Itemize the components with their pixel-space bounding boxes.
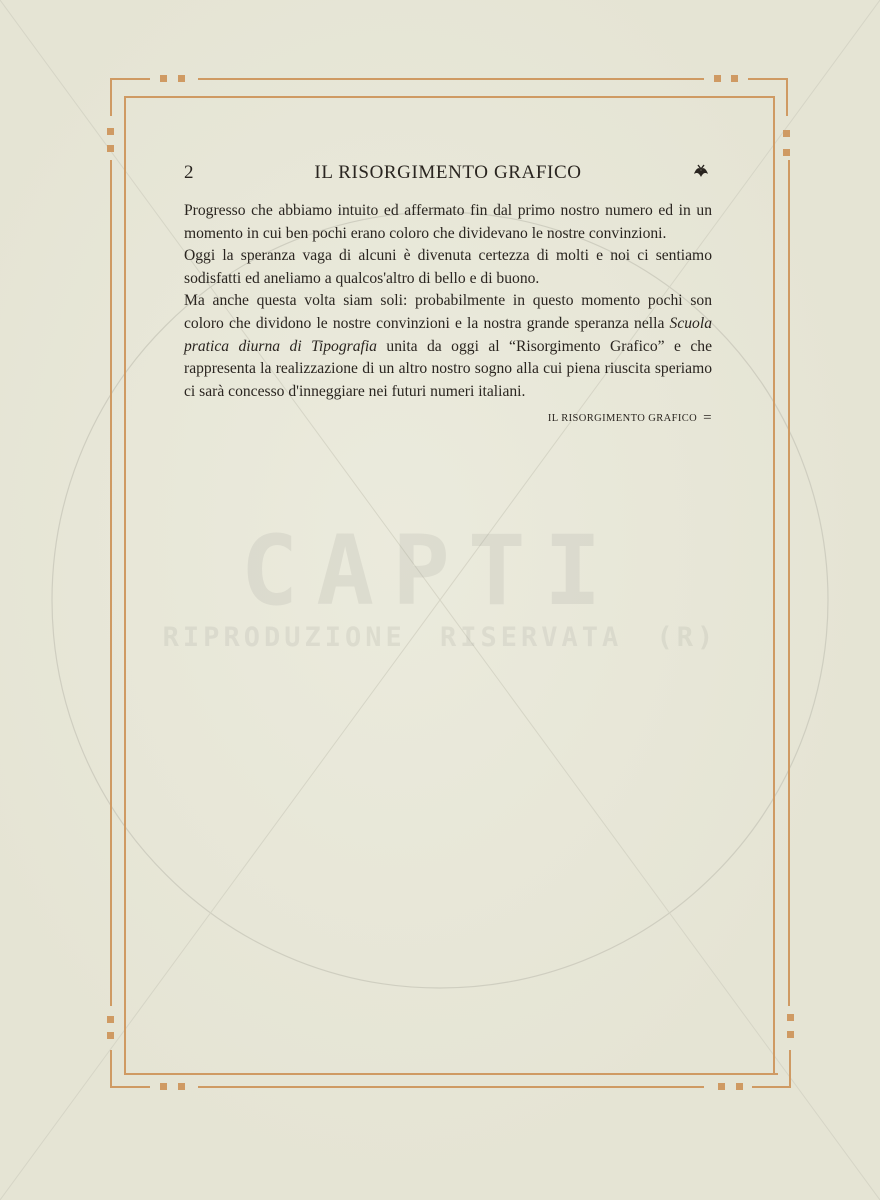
signature-text: IL RISORGIMENTO GRAFICO [547,413,698,424]
page-number: 2 [184,162,194,183]
paragraph-2: Oggi la speranza vaga di alcuni è divenuta certezza di molti e noi ci sentiamo sodisfatti ed aneliamo a qualcos'altro di bello e di buono. [184,247,712,287]
paragraph-3-text-end: unita da oggi al “Risorgimento Grafico” e che rappresenta la realizzazione di un altro nostro sogno alla cui piena riuscita speriamo ci sarà concesso d'inneggiare nei futuri numeri italiani. [184,337,712,400]
paragraph-3-text-start: Ma anche questa volta siam soli: probabilmente in questo momento pochi son coloro che dividono le nostre convinzioni e la nostra grande speranza nella [184,292,712,332]
running-header [184,160,712,188]
running-title: IL RISORGIMENTO GRAFICO [314,162,582,183]
paragraph-1: Progresso che abbiamo intuito ed affermato fin dal primo nostro numero ed in un momento in cui ben pochi erano coloro che dividevano le nostre convinzioni. [184,202,712,242]
school-name-italic: Scuola pratica diurna di Tipografia [184,314,712,355]
watermark-title: CAPTI [240,515,620,627]
paragraph-3 [184,290,712,403]
article-body [184,200,712,403]
fleuron-ornament-icon [692,162,710,180]
signature-mark: = [703,410,712,426]
signature [440,410,712,427]
watermark-subtitle: RIPRODUZIONE RISERVATA (R) [162,622,718,653]
